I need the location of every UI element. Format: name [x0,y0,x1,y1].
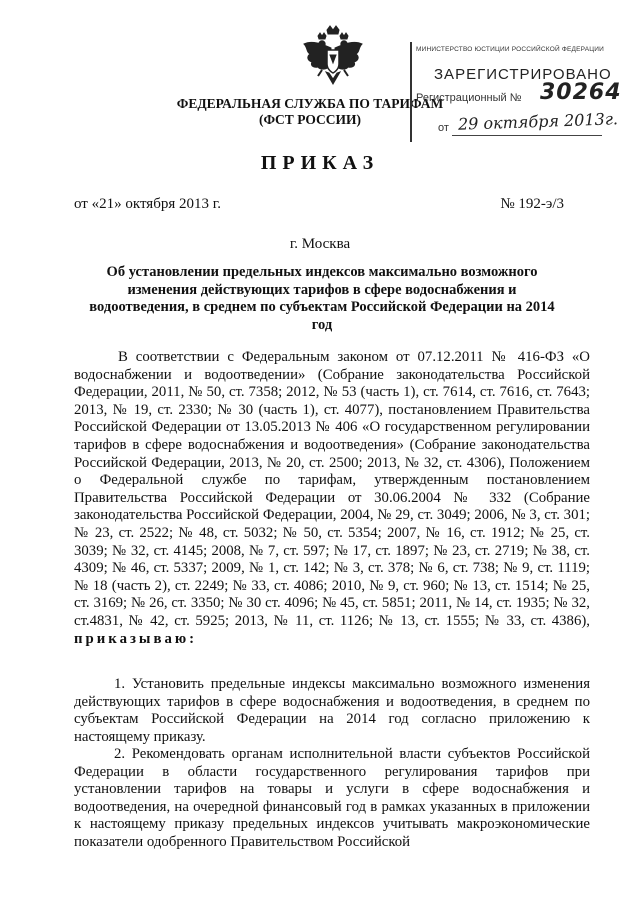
agency-abbreviation: (ФСТ РОССИИ) [258,112,362,127]
stamp-number: 30264 [540,80,622,105]
stamp-underline [452,135,602,136]
stamp-date: 29 октября 2013г. [457,109,619,134]
city: г. Москва [289,236,351,252]
stamp-ministry: МИНИСТЕРСТВО ЮСТИЦИИ РОССИЙСКОЙ ФЕДЕРАЦИИ [416,46,605,53]
order-item-1: 1. Установить предельные индексы максимально возможного изменения действующих тарифов в сфере водоснабжения и водоотведения, в среднем по субъектам Российской Федерации на 2014 год согласно приложению к настоящему приказу. [74,676,590,745]
order-number: № 192-э/3 [500,196,564,212]
stamp-number-label: Регистрационный № [416,92,522,104]
order-item-2: 2. Рекомендовать органам исполнительной власти субъектов Российской Федерации в области государственного регулирования тарифов при установлении тарифов на товары и услуги в сфере водоснабжения и водоотведения, на очередной финансовый год в рамках указанных в приложении к настоящему приказу предельных индексов учитывать макроэкономические показатели одобренного Правительством Российской [74,746,590,850]
order-subject: Об установлении предельных индексов максимально возможного изменения действующих тарифов в сфере водоснабжения и водоотведения, в среднем по субъектам Российской Федерации на 2014 год [89,264,555,333]
stamp-status: ЗАРЕГИСТРИРОВАНО [434,66,612,83]
preamble-paragraph [74,349,590,648]
document-title: ПРИКАЗ [260,152,380,174]
stamp-date-label: от [438,122,449,134]
order-date: от «21» октября 2013 г. [74,196,221,212]
preamble-text: В соответствии с Федеральным законом от 07.12.2011 № 416-ФЗ «О водоснабжении и водоотведении» (Собрание законодательства Российской Федерации, 2011, № 50, ст. 7358; 2012, № 53 (часть 1), ст. 7614, ст. 7616, ст. 7643; 2013, № 19, ст. 2330; № 30 (часть 1), ст. 4077), постановлением Правительства Российской Федерации от 13.05.2013 № 406 «О государственном регулировании тарифов в сфере водоснабжения и водоотведения» (Собрание законодательства Российской Федерации, 2013, № 20, ст. 2500; 2013, № 32, ст. 4306), Положением о Федеральной службе по тарифам, утвержденным постановлением Правительства Российской Федерации от 30.06.2004 № 332 (Собрание законодательства Российской Федерации, 2004, № 29, ст. 3049; 2006, № 3, ст. 301; № 23, ст. 2522; № 48, ст. 5032; № 50, ст. 5354; 2007, № 16, ст. 1912; № 25, ст. 3039; № 32, ст. 4145; 2008, № 7, ст. 597; № 17, ст. 1897; № 23, ст. 2719; № 38, ст. 4309; № 46, ст. 5337; 2009, № 1, ст. 142; № 3, ст. 378; № 6, ст. 738; № 9, ст. 1119; № 18 (часть 2), ст. 2249; № 33, ст. 4086; 2010, № 9, ст. 960; № 13, ст. 1514; № 25, ст. 3169; № 26, ст. 3350; № 30 ст. 4096; № 45, ст. 5851; 2011, № 14, ст. 1935; № 32, ст.4831, № 42, ст. 5925; 2013, № 11, ст. 1126; № 13, ст. 1555; № 33, ст. 4386), [74,349,590,629]
registration-stamp [410,42,622,142]
double-headed-eagle-emblem [300,24,366,92]
decree-word: приказываю: [74,630,198,647]
agency-name: ФЕДЕРАЛЬНАЯ СЛУЖБА ПО ТАРИФАМ [176,96,444,111]
